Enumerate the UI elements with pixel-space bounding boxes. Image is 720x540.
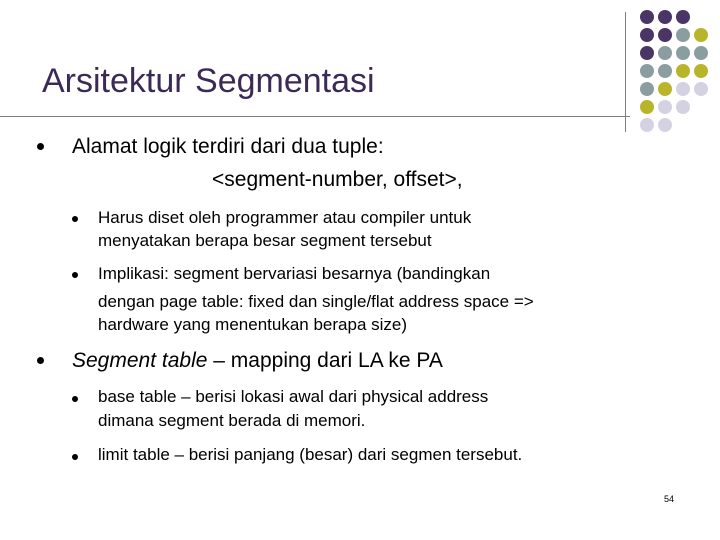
decor-dot: [640, 100, 654, 114]
slide-title: Arsitektur Segmentasi: [42, 62, 375, 100]
sub-bullet-1-2-line3: hardware yang menentukan berapa size): [98, 315, 408, 334]
sub-bullet-1-1-line1: Harus diset oleh programmer atau compiler untuk: [98, 208, 472, 227]
decor-dot: [640, 28, 654, 42]
sub-bullet-2-2-line1: limit table – berisi panjang (besar) dari segmen tersebut.: [98, 445, 523, 464]
title-divider: [0, 116, 630, 117]
decor-dot: [640, 64, 654, 78]
decor-dot: [676, 82, 690, 96]
decor-dot: [658, 46, 672, 60]
segment-table-term: Segment table: [72, 349, 208, 372]
decor-dot: [676, 10, 690, 24]
decor-dot: [640, 10, 654, 24]
decor-dot: [658, 118, 672, 132]
vertical-divider: [625, 12, 626, 132]
decor-dot: [676, 100, 690, 114]
decor-dot: [694, 46, 708, 60]
decor-dot: [658, 10, 672, 24]
decor-dot: [694, 82, 708, 96]
sub-bullet-2-1-line2: dimana segment berada di memori.: [98, 411, 366, 430]
decor-dot: [694, 28, 708, 42]
bullet-1-line2: <segment-number, offset>,: [212, 168, 463, 191]
sub-bullet-marker: [72, 216, 78, 222]
decor-dot: [676, 46, 690, 60]
page-number: 54: [664, 494, 675, 504]
decor-dot: [694, 64, 708, 78]
sub-bullet-1-1-line2: menyatakan berapa besar segment tersebut: [98, 231, 432, 250]
sub-bullet-marker: [72, 396, 78, 402]
decor-dot: [640, 118, 654, 132]
sub-bullet-marker: [72, 454, 78, 460]
bullet-2-line: [72, 347, 443, 374]
sub-bullet-2-1-line1: base table – berisi lokasi awal dari physical address: [98, 387, 489, 406]
sub-bullet-1-2-line2: dengan page table: fixed dan single/flat address space =>: [98, 292, 534, 311]
bullet-marker: [37, 357, 44, 364]
decor-dot: [658, 64, 672, 78]
decor-dot: [658, 82, 672, 96]
bullet-2-rest: – mapping dari LA ke PA: [207, 349, 443, 372]
decor-dot: [676, 28, 690, 42]
decor-dot: [640, 46, 654, 60]
decor-dot: [640, 82, 654, 96]
decor-dot: [658, 28, 672, 42]
sub-bullet-1-2-line1: Implikasi: segment bervariasi besarnya (bandingkan: [98, 264, 491, 283]
sub-bullet-marker: [72, 272, 78, 278]
decor-dot: [658, 100, 672, 114]
bullet-1-line1: Alamat logik terdiri dari dua tuple:: [72, 135, 384, 158]
decor-dot: [676, 64, 690, 78]
bullet-marker: [37, 143, 44, 150]
